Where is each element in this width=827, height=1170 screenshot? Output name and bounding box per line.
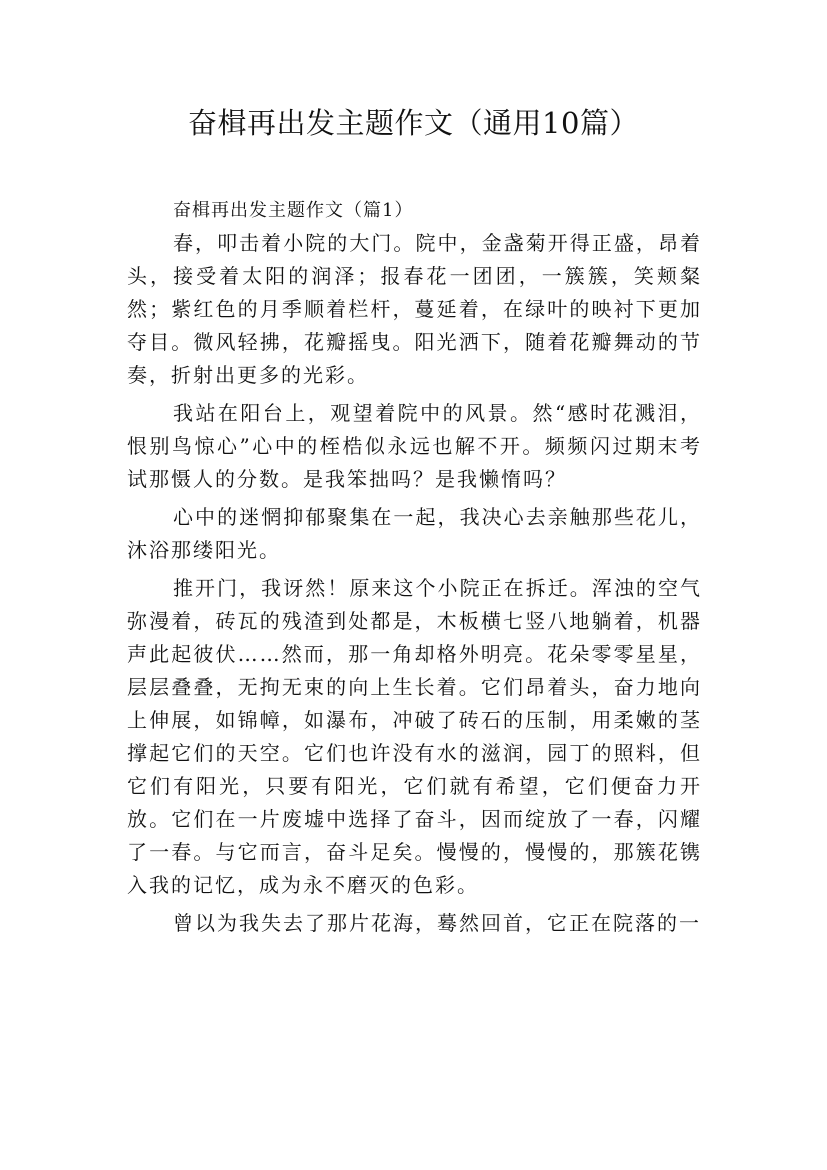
paragraph-1: 春，叩击着小院的大门。院中，金盏菊开得正盛，昂着头，接受着太阳的润泽；报春花一团团，一簇簇，笑颊粲然；紫红色的月季顺着栏杆，蔓延着，在绿叶的映衬下更加夺目。微风轻拂，花瓣摇曳。阳光洒下，随着花瓣舞动的节奏，折射出更多的光彩。 — [127, 231, 702, 387]
paragraph-2: 我站在阳台上，观望着院中的风景。然“感时花溅泪，恨别鸟惊心”心中的桎梏似永远也解不开。频频闪过期末考试那慑人的分数。是我笨拙吗？是我懒惰吗？ — [127, 401, 702, 491]
essay-body — [127, 195, 702, 940]
paragraph-3: 心中的迷惘抑郁聚集在一起，我决心去亲触那些花儿，沐浴那缕阳光。 — [127, 505, 702, 562]
essay-heading: 奋楫再出发主题作文（篇1） — [173, 200, 414, 221]
paragraph-5: 曾以为我失去了那片花海，蓦然回首，它正在院落的一 — [173, 911, 701, 935]
paragraph-4: 推开门，我讶然！原来这个小院正在拆迁。浑浊的空气弥漫着，砖瓦的残渣到处都是，木板横七竖八地躺着，机器声此起彼伏……然而，那一角却格外明亮。花朵零零星星，层层叠叠，无拘无束的向上生长着。它们昂着头，奋力地向上伸展，如锦幛，如瀑布，冲破了砖石的压制，用柔嫩的茎撑起它们的天空。它们也许没有水的滋润，园丁的照料，但它们有阳光，只要有阳光，它们就有希望，它们便奋力开放。它们在一片废墟中选择了奋斗，因而绽放了一春，闪耀了一春。与它而言，奋斗足矣。慢慢的，慢慢的，那簇花镌入我的记忆，成为永不磨灭的色彩。 — [127, 576, 702, 897]
document-title: 奋楫再出发主题作文（通用10篇） — [188, 106, 639, 140]
